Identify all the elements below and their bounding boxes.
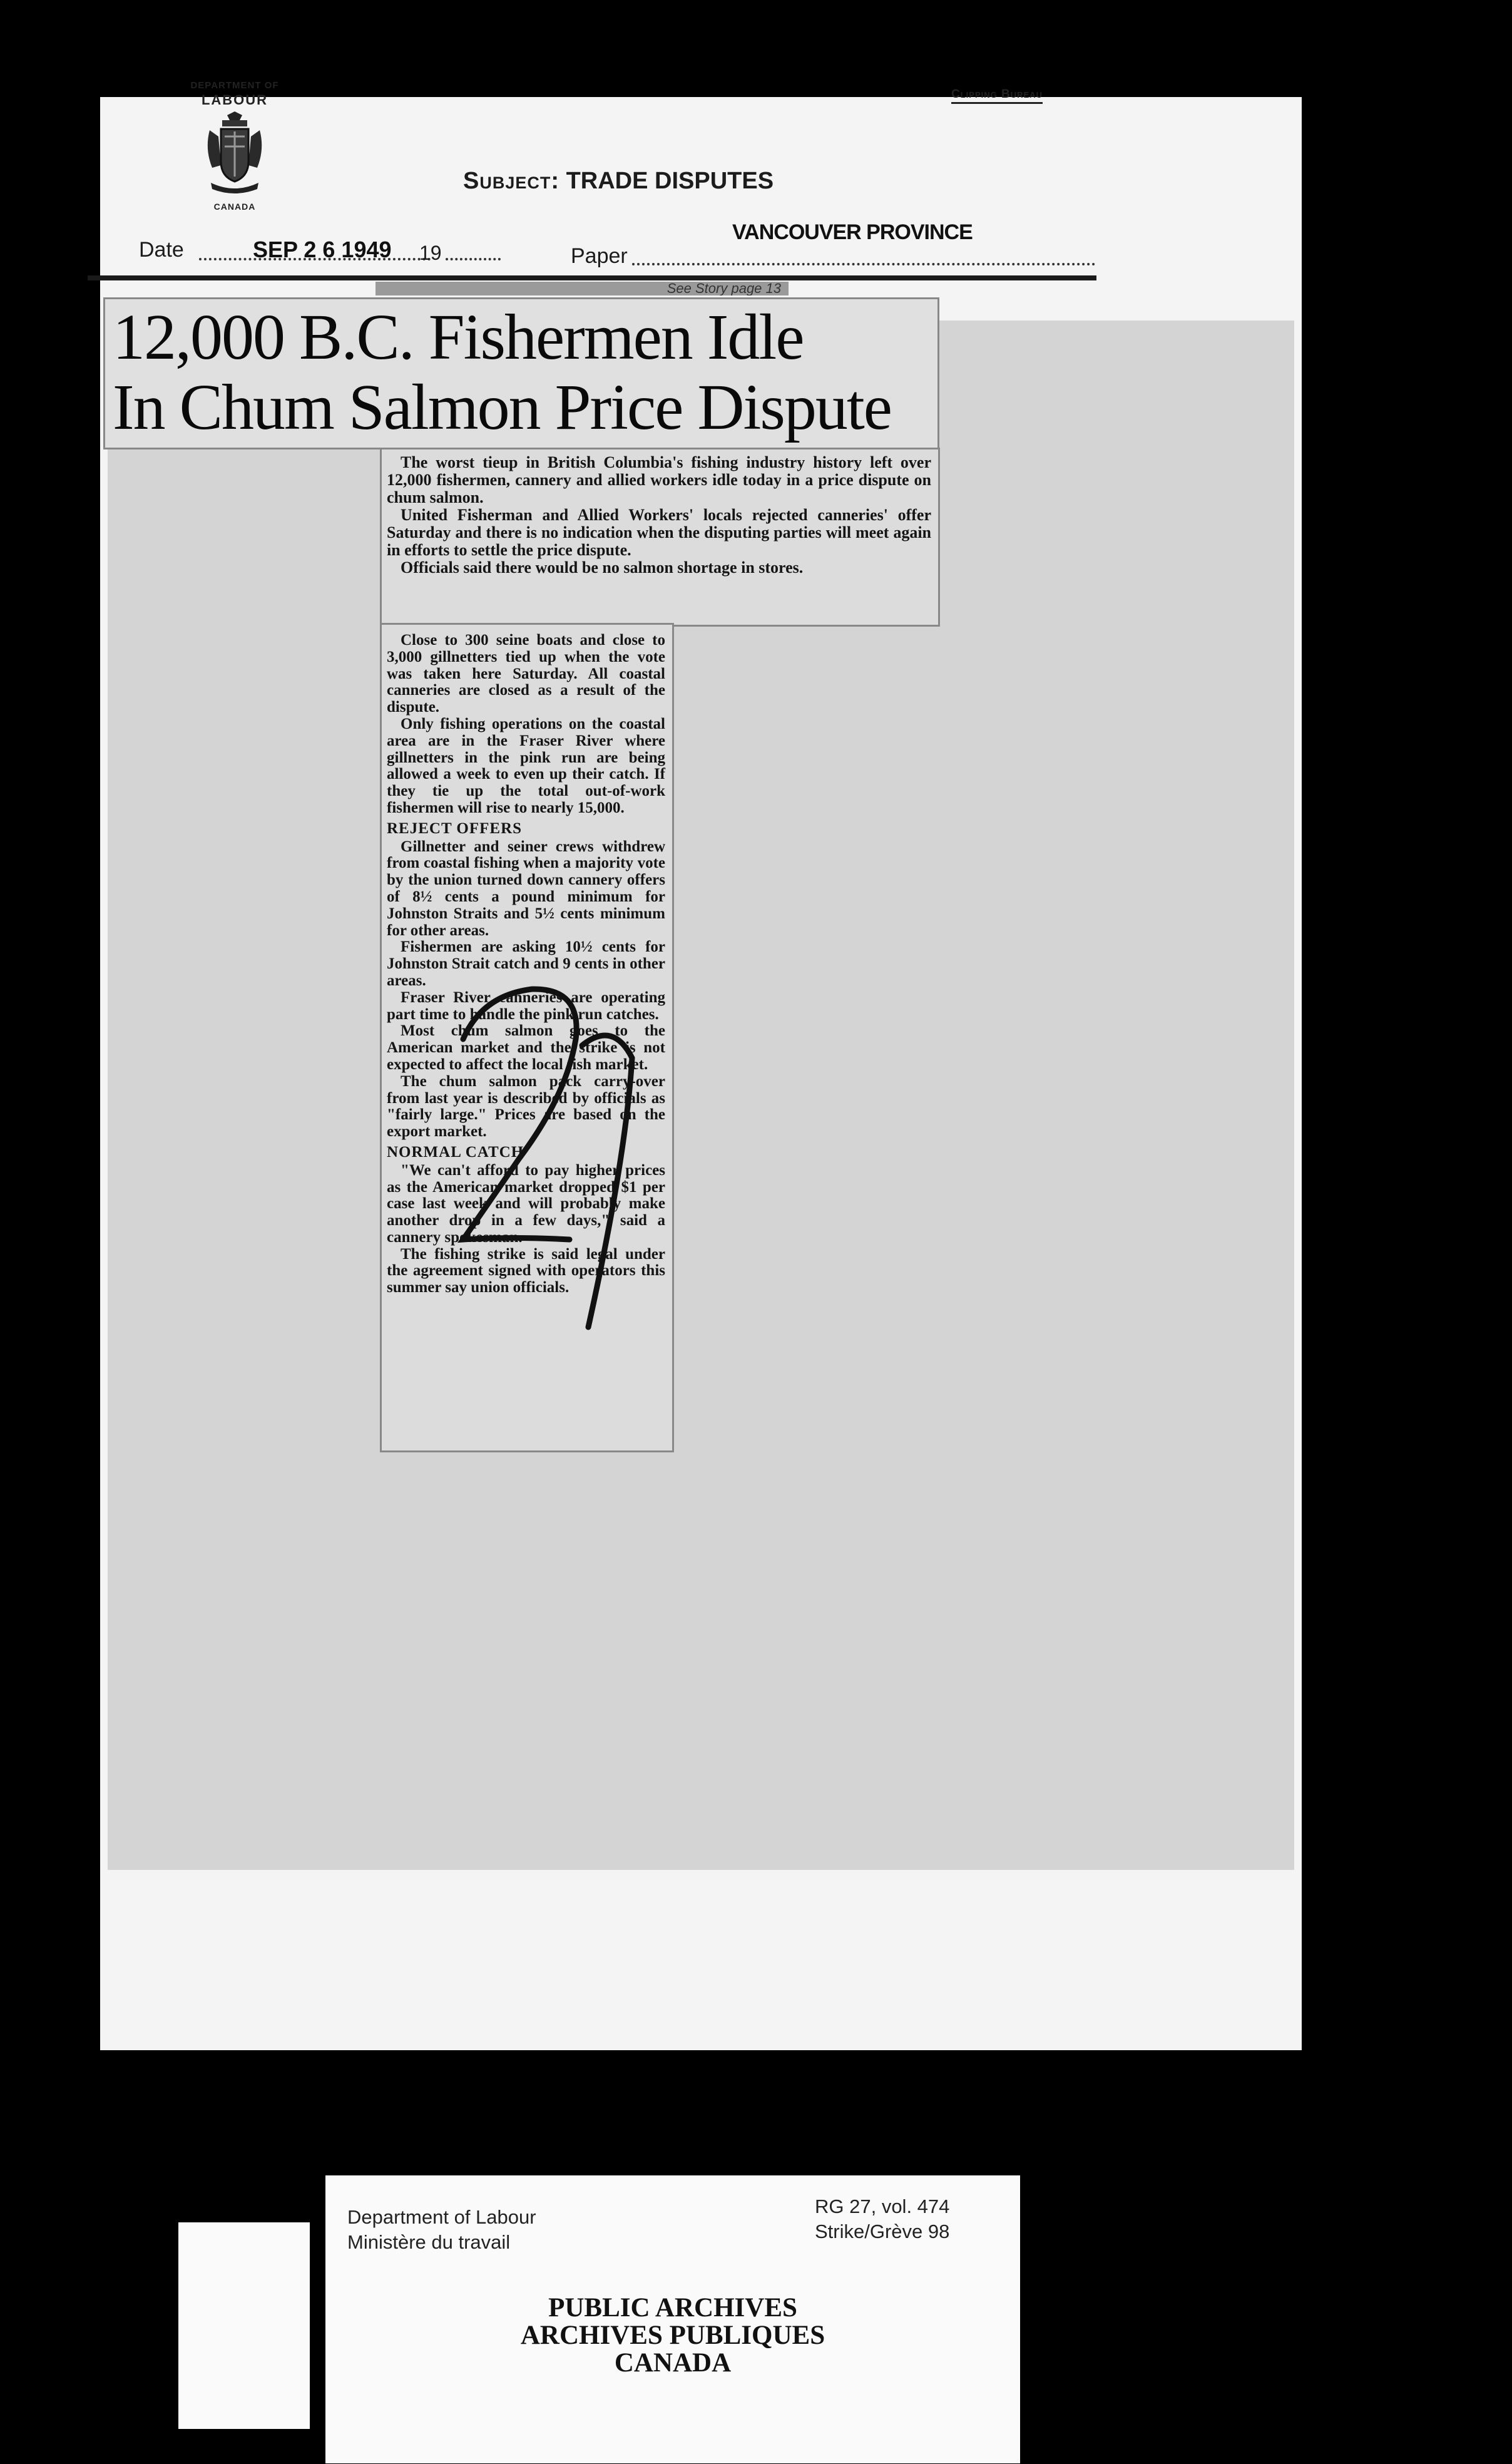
paper-value: VANCOUVER PROVINCE: [732, 220, 973, 244]
header-rule: [88, 275, 1096, 280]
letterhead-canada: CANADA: [213, 202, 256, 212]
card-archives-title: [325, 2294, 1020, 2377]
handwritten-number-mark: [426, 970, 651, 1333]
subject-value: TRADE DISPUTES: [566, 168, 774, 194]
archives-country: CANADA: [614, 2348, 732, 2378]
card-dept-en: Department of Labour: [347, 2206, 536, 2228]
year-dotted-line: [446, 258, 501, 260]
paper-dotted-line: [632, 263, 1095, 265]
subhead-reject-offers: REJECT OFFERS: [387, 819, 523, 837]
coat-of-arms-icon: [203, 111, 266, 198]
date-stamp: SEP 2 6 1949: [253, 237, 392, 262]
column-paragraph: Fraser River canneries are operating part time to handle the pink run catches.: [387, 988, 665, 1023]
article-intro: [387, 454, 931, 577]
column-paragraph: Most chum salmon goes to the American market and the strike is not expected to affect the local fish market.: [387, 1022, 665, 1073]
article-headline: [113, 302, 891, 443]
year-prefix: 19: [419, 242, 442, 264]
date-label: Date: [139, 238, 184, 262]
archives-fr: ARCHIVES PUBLIQUES: [520, 2321, 825, 2350]
archives-en: PUBLIC ARCHIVES: [548, 2293, 797, 2323]
column-paragraph: Only fishing operations on the coastal area are in the Fraser River where gillnetters in the pink run are being allowed a week to even up their catch. If they tie up the total out-of-work fishermen will rise to nearly 15,000.: [387, 715, 665, 816]
intro-paragraph: United Fisherman and Allied Workers' locals rejected canneries' offer Saturday and there is no indication when the disputing parties will meet again in efforts to settle the price dispute.: [387, 506, 931, 559]
intro-paragraph: Officials said there would be no salmon shortage in stores.: [401, 558, 804, 577]
column-paragraph: The fishing strike is said legal under the agreement signed with operators this summer say union officials.: [387, 1245, 665, 1296]
subject-label: Subject:: [463, 168, 560, 194]
column-paragraph: The chum salmon pack carry-over from last year is described by officials as "fairly large." Prices are based on the export market.: [387, 1072, 665, 1141]
headline-line-1: 12,000 B.C. Fishermen Idle: [113, 301, 804, 373]
card-department: [347, 2205, 536, 2255]
subject-line: [463, 168, 774, 195]
column-paragraph: Close to 300 seine boats and close to 3,000 gillnetters tied up when the vote was taken here Saturday. All coastal canneries are closed as a result of the dispute.: [387, 632, 665, 716]
card-ref-volume: RG 27, vol. 474: [815, 2195, 950, 2217]
subhead-normal-catch: NORMAL CATCH: [387, 1143, 524, 1161]
letterhead-labour: LABOUR: [201, 92, 268, 108]
see-story-strip: [375, 282, 789, 295]
card-reference: [815, 2194, 949, 2244]
column-paragraph: Gillnetter and seiner crews withdrew from coastal fishing when a majority vote by the union turned down cannery offers of 8½ cents a pound minimum for Johnston Straits and 5½ cents minimum for other areas.: [387, 838, 665, 939]
clipping-bureau-label: Clipping Bureau: [951, 88, 1043, 104]
card-dept-fr: Ministère du travail: [347, 2231, 511, 2253]
column-paragraph: "We can't afford to pay higher prices as the American market dropped $1 per case last week and will probably make another drop in a few days," said a cannery spokesman.: [387, 1161, 665, 1246]
letterhead-department-of: DEPARTMENT OF: [190, 80, 279, 91]
card-ref-strike: Strike/Grève 98: [815, 2220, 950, 2242]
paper-label: Paper: [571, 244, 628, 268]
see-story-text: See Story page 13: [667, 282, 781, 295]
headline-line-2: In Chum Salmon Price Dispute: [113, 371, 891, 443]
intro-paragraph: The worst tieup in British Columbia's fishing industry history left over 12,000 fishermen, cannery and allied workers idle today in a price dispute on chum salmon.: [387, 453, 931, 506]
column-paragraph: Fishermen are asking 10½ cents for Johnston Strait catch and 9 cents in other areas.: [387, 938, 665, 989]
archive-card-tab: [178, 2222, 310, 2429]
